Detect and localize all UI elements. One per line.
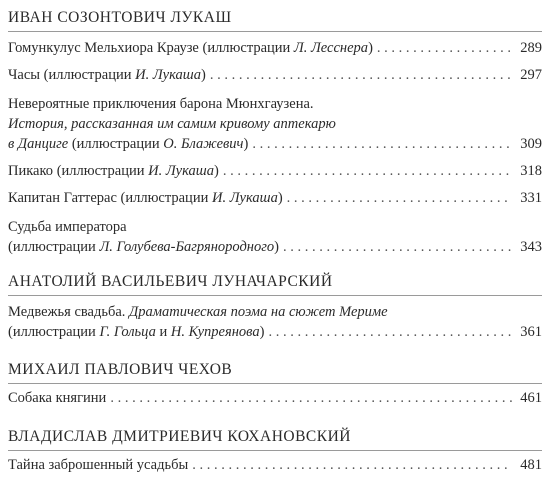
author-heading: МИХАИЛ ПАВЛОВИЧ ЧЕХОВ: [8, 361, 233, 378]
entry-note: (иллюстрации Л. Лесснера): [202, 40, 373, 56]
entry-title: Гомункулус Мельхиора Краузе: [8, 40, 199, 56]
dot-leader: [192, 455, 512, 475]
entry-title: Тайна заброшенный усадьбы: [8, 457, 189, 473]
toc-entry[interactable]: [8, 188, 542, 208]
entry-title: Невероятные приключения барона Мюнхгаузена.: [8, 96, 314, 112]
entry-subtitle: История, рассказанная им самим кривому аптекарю: [8, 116, 336, 132]
page-number: 343: [520, 239, 542, 255]
dot-leader: [287, 188, 512, 208]
entry-title: Судьба императора: [8, 219, 127, 235]
section-lunacharsky: [8, 272, 542, 340]
entry-title: Капитан Гаттерас: [8, 190, 117, 206]
dot-leader: [252, 134, 512, 154]
entry-title: Медвежья свадьба.: [8, 304, 126, 320]
entry-note: (иллюстрации Г. Гольца и Н. Купреянова): [8, 324, 265, 340]
dot-leader: [377, 38, 512, 58]
entry-note: (иллюстрации И. Лукаша): [43, 67, 206, 83]
toc-entry[interactable]: [8, 38, 542, 58]
divider: [8, 383, 542, 384]
entry-title: Собака княгини: [8, 390, 107, 406]
toc-entry[interactable]: [8, 302, 542, 342]
section-lukash: [8, 8, 542, 255]
dot-leader: [110, 388, 512, 408]
page-number: 309: [520, 136, 542, 152]
entry-note: (иллюстрации И. Лукаша): [120, 190, 283, 206]
entry-note: (иллюстрации Л. Голубева-Багрянородного): [8, 239, 280, 255]
section-chekhov: [8, 360, 542, 406]
dot-leader: [210, 65, 512, 85]
dot-leader: [268, 322, 512, 342]
entry-note: (иллюстрации И. Лукаша): [56, 163, 219, 179]
toc-entry[interactable]: [8, 161, 542, 181]
entry-subtitle: в Данциге: [8, 136, 69, 152]
page-number: 461: [520, 390, 542, 406]
entry-note: (иллюстрации О. Блажевич): [71, 136, 249, 152]
page-number: 289: [520, 40, 542, 56]
entry-title: Пикако: [8, 163, 54, 179]
divider: [8, 295, 542, 296]
dot-leader: [223, 161, 512, 181]
toc-entry[interactable]: [8, 65, 542, 85]
entry-subtitle: Драматическая поэма на сюжет Мериме: [129, 304, 388, 320]
section-kokhanovsky: [8, 427, 542, 473]
toc-entry[interactable]: [8, 94, 542, 154]
divider: [8, 450, 542, 451]
page-number: 361: [520, 324, 542, 340]
author-heading: ИВАН СОЗОНТОВИЧ ЛУКАШ: [8, 9, 232, 26]
page-number: 297: [520, 67, 542, 83]
page-number: 481: [520, 457, 542, 473]
page-number: 318: [520, 163, 542, 179]
toc-entry[interactable]: [8, 388, 542, 408]
toc-entry[interactable]: [8, 455, 542, 475]
divider: [8, 31, 542, 32]
author-heading: ВЛАДИСЛАВ ДМИТРИЕВИЧ КОХАНОВСКИЙ: [8, 428, 351, 445]
toc-entry[interactable]: [8, 217, 542, 257]
dot-leader: [283, 237, 512, 257]
page-number: 331: [520, 190, 542, 206]
author-heading: АНАТОЛИЙ ВАСИЛЬЕВИЧ ЛУНАЧАРСКИЙ: [8, 273, 333, 290]
entry-title: Часы: [8, 67, 41, 83]
